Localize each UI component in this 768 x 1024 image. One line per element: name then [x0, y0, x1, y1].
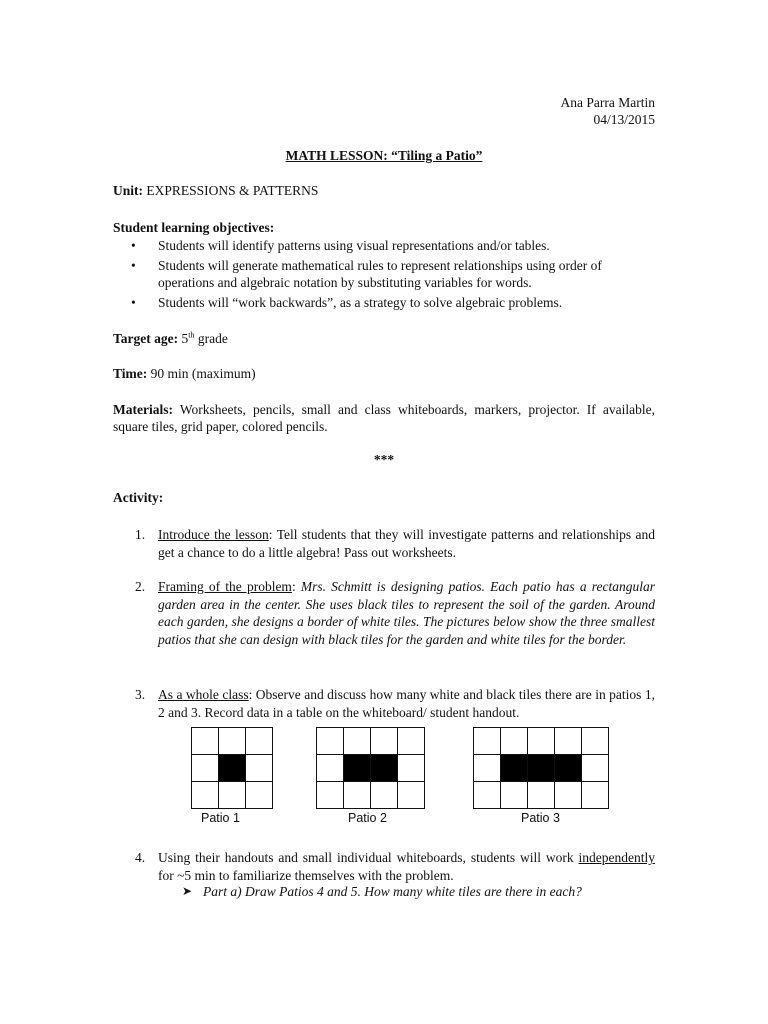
white-tile [192, 755, 219, 782]
item-number: 1. [135, 527, 146, 542]
black-tile [219, 755, 246, 782]
materials-value: Worksheets, pencils, small and class whiteboards, markers, projector. If available, square tiles, grid paper, colored pencils. [113, 402, 655, 434]
white-tile [371, 782, 398, 809]
item-text-rest: for ~5 min to familiarize themselves with the problem. [158, 867, 454, 883]
black-tile [528, 755, 555, 782]
white-tile [192, 728, 219, 755]
white-tile [501, 728, 528, 755]
black-tile [555, 755, 582, 782]
item-link: Framing of the problem [158, 579, 292, 594]
black-tile [371, 755, 398, 782]
white-tile [219, 782, 246, 809]
item-italic-text: Mrs. Schmitt is designing patios. Each patio has a rectangular garden area in the center. She uses black tiles to represent the soil of the garden. Around each garden, she designs a border of white tiles. The pictures below show the three smallest patios that she can design with black tiles for the garden and white tiles for the border. [158, 579, 655, 647]
time-line [113, 365, 655, 382]
document-page: Ana Parra Martin 04/13/2015 MATH LESSON: “Tiling a Patio” Unit: EXPRESSIONS & PATTERNS Student learning objectives: • Students will identify patterns using visual representations and/or tables. • Students will generate mathematical rules to represent relationships using order of operations and algebraic notation by substituting variables for words. • Students will “work backwards”, as a strategy to solve algebraic problems. Target age: 5th grade Time: 90 min (maximum) Materials: Worksheets, pencils, small and class whiteboards, markers, projector. If available, square tiles, grid paper, colored pencils. *** Activity: 1. Introduce the lesson: Tell students that they will investigate patterns and relationships and get a chance to do a little algebra! Pass out worksheets. 2. Framing of the problem: Mrs. Schmitt is designing patios. Each patio has a rectangular garden area in the center. She uses black tiles to represent the soil of the garden. Around each garden, she designs a border of white tiles. The pictures below show the three smallest patios that she can design with black tiles for the garden and white tiles for the border. 3. As a whole class: Observe and discuss how many white and black tiles there are in patios 1, 2 and 3. Record data in a table on the whiteboard/ student handout. Patio 1 Patio 2 Patio 3 4. Using their handouts and small individual whiteboards, students will work independently for ~5 min to familiarize themselves with the problem. ➤ Part a) Draw Patios 4 and 5. How many white tiles are there in each? [0, 0, 768, 1024]
white-tile [317, 782, 344, 809]
materials-label: Materials: [113, 402, 173, 417]
white-tile [398, 755, 425, 782]
white-tile [371, 728, 398, 755]
white-tile [246, 728, 273, 755]
white-tile [555, 782, 582, 809]
item-link: Introduce the lesson [158, 527, 269, 542]
author-name: Ana Parra Martin [560, 95, 655, 110]
white-tile [246, 755, 273, 782]
target-age-label: Target age: [113, 331, 179, 346]
patio-1-label: Patio 1 [201, 811, 240, 825]
white-tile [582, 755, 609, 782]
black-tile [501, 755, 528, 782]
target-age-value: 5 [178, 331, 189, 346]
white-tile [582, 728, 609, 755]
author-block [561, 94, 655, 128]
lesson-title [0, 148, 768, 164]
arrow-bullet-icon: ➤ [182, 884, 193, 898]
patio-2-label: Patio 2 [348, 811, 387, 825]
item-text: Using their handouts and small individual whiteboards, students will work [158, 850, 579, 865]
patio-2-grid [316, 727, 425, 809]
objective-text: Students will generate mathematical rules to represent relationships using order of operations and algebraic notation by substituting variables for words. [158, 258, 602, 290]
white-tile [528, 728, 555, 755]
objective-text: Students will “work backwards”, as a strategy to solve algebraic problems. [158, 295, 563, 310]
white-tile [474, 728, 501, 755]
materials-line [113, 401, 655, 435]
white-tile [344, 782, 371, 809]
target-age-grade: grade [194, 331, 228, 346]
white-tile [555, 728, 582, 755]
unit-value: EXPRESSIONS & PATTERNS [143, 183, 319, 198]
white-tile [219, 728, 246, 755]
unit-line [113, 182, 655, 199]
patio-3-grid [473, 727, 609, 809]
section-separator: *** [373, 452, 395, 467]
objectives-heading: Student learning objectives: [113, 220, 275, 235]
item-number: 4. [135, 850, 146, 865]
item-link: As a whole class [158, 687, 249, 702]
white-tile [474, 755, 501, 782]
lesson-title-text: MATH LESSON: “Tiling a Patio” [285, 148, 483, 163]
item-text: : Tell students that they will investigate patterns and relationships and get a chance to do a little algebra! Pass out worksheets. [158, 527, 656, 560]
time-value: 90 min (maximum) [147, 366, 256, 381]
part-a-text: Part a) Draw Patios 4 and 5. How many white tiles are there in each? [203, 884, 582, 899]
white-tile [582, 782, 609, 809]
objective-text: Students will identify patterns using visual representations and/or tables. [158, 238, 550, 253]
item-colon: : [291, 579, 301, 594]
white-tile [474, 782, 501, 809]
patio-1-grid [191, 727, 273, 809]
date: 04/13/2015 [593, 112, 655, 127]
item-number: 3. [135, 687, 146, 702]
black-tile [344, 755, 371, 782]
item-number: 2. [135, 579, 146, 594]
white-tile [398, 728, 425, 755]
white-tile [528, 782, 555, 809]
patio-3-label: Patio 3 [521, 811, 560, 825]
white-tile [317, 728, 344, 755]
white-tile [192, 782, 219, 809]
item-link: independently [578, 850, 655, 865]
white-tile [246, 782, 273, 809]
time-label: Time: [113, 366, 148, 381]
item-text: : Observe and discuss how many white and black tiles there are in patios 1, 2 and 3. Record data in a table on the whiteboard/ student handout. [158, 687, 655, 720]
white-tile [398, 782, 425, 809]
target-age-line [113, 330, 655, 347]
white-tile [317, 755, 344, 782]
activity-heading: Activity: [113, 490, 164, 505]
white-tile [344, 728, 371, 755]
target-age-sup: th [188, 330, 195, 340]
white-tile [501, 782, 528, 809]
unit-label: Unit: [113, 183, 143, 198]
